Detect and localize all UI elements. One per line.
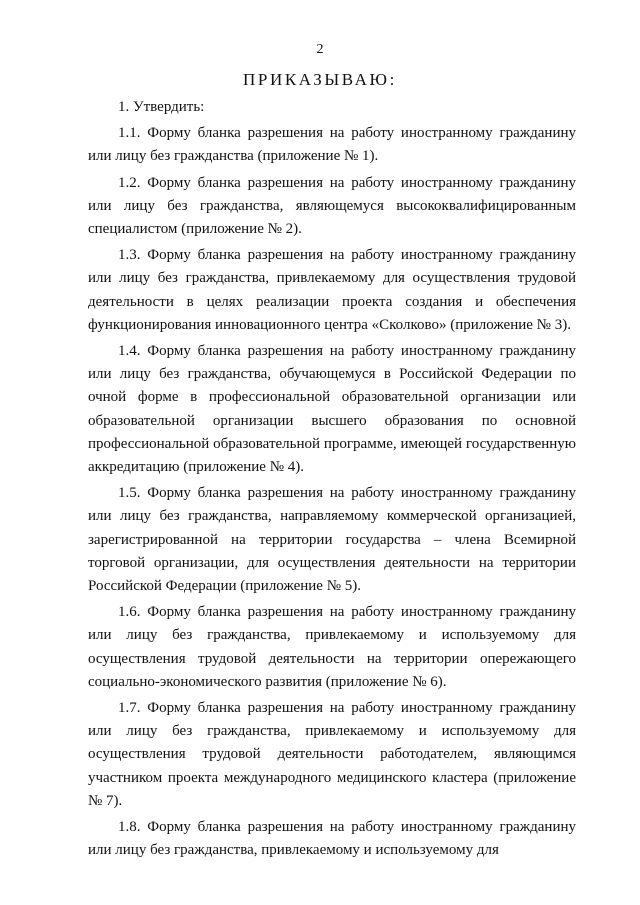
- page-number: 2: [316, 42, 324, 57]
- paragraph-1-2: 1.2. Форму бланка разрешения на работу иностранному гражданину или лицу без гражданства, являющемуся высококвалифицированным специалистом (приложение № 2).: [88, 174, 576, 238]
- paragraph-1-1: 1.1. Форму бланка разрешения на работу иностранному гражданину или лицу без гражданства (приложение № 1).: [88, 125, 576, 165]
- order-heading: ПРИКАЗЫВАЮ:: [243, 70, 397, 89]
- document-body: [88, 96, 576, 866]
- paragraph-1-3: 1.3. Форму бланка разрешения на работу иностранному гражданину или лицу без гражданства, привлекаемому для осуществления трудовой деятельности в целях реализации проекта создания и обеспечения функционирования инновационного центра «Сколково» (приложение № 3).: [88, 247, 576, 333]
- paragraph-1: 1. Утвердить:: [118, 99, 205, 115]
- paragraph-1-6: 1.6. Форму бланка разрешения на работу иностранному гражданину или лицу без гражданства, привлекаемому и используемому для осуществления трудовой деятельности на территории опережающего социально-экономического развития (приложение № 6).: [88, 604, 576, 690]
- paragraph-1-5: 1.5. Форму бланка разрешения на работу иностранному гражданину или лицу без гражданства, направляемому коммерческой организацией, зарегистрированной на территории государства – члена Всемирной торговой организации, для осуществления деятельности на территории Российской Федерации (приложение № 5).: [88, 485, 576, 595]
- paragraph-1-4: 1.4. Форму бланка разрешения на работу иностранному гражданину или лицу без гражданства, обучающемуся в Российской Федерации по очной форме в профессиональной образовательной организации или образовательной организации высшего образования по основной профессиональной образовательной программе, имеющей государственную аккредитацию (приложение № 4).: [88, 343, 576, 476]
- paragraph-1-8: 1.8. Форму бланка разрешения на работу иностранному гражданину или лицу без гражданства, привлекаемому и используемому для: [88, 819, 576, 859]
- paragraph-1-7: 1.7. Форму бланка разрешения на работу иностранному гражданину или лицу без гражданства, привлекаемому и используемому для осуществления трудовой деятельности работодателем, являющимся участником проекта международного медицинского кластера (приложение № 7).: [88, 700, 576, 809]
